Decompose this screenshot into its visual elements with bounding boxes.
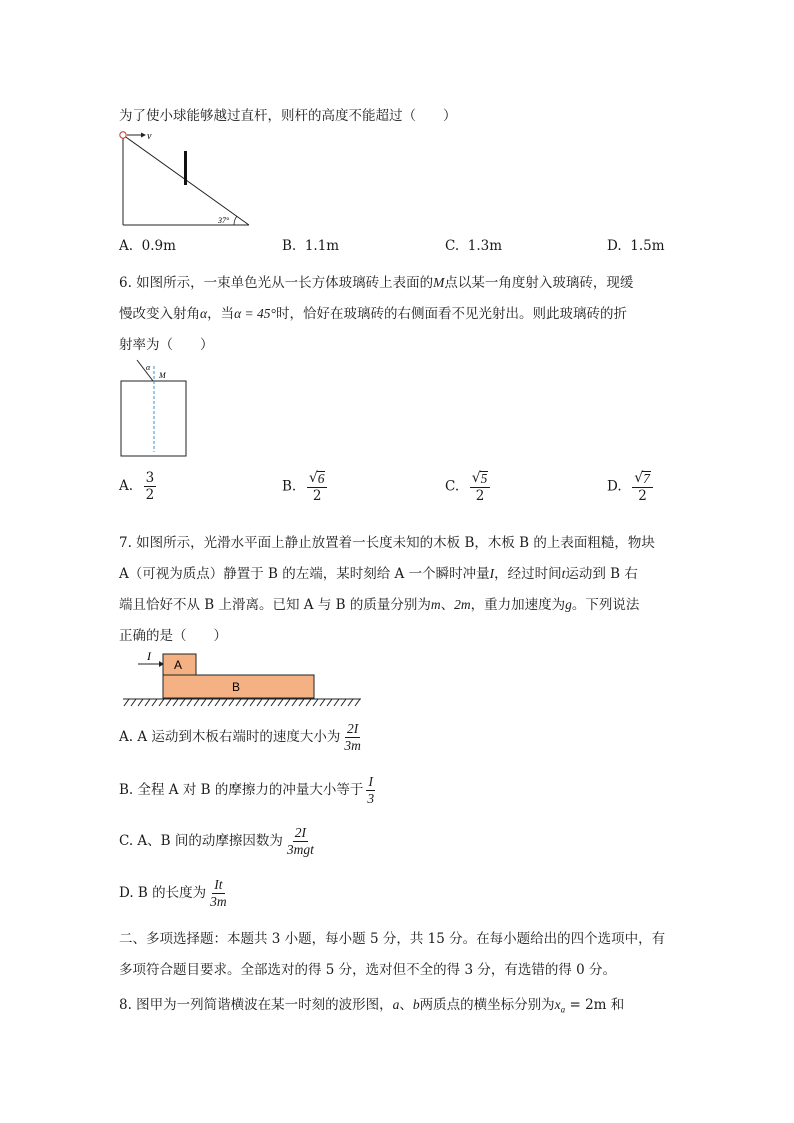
q6-option-a: A. $\frac{3}{2}$ xyxy=(119,470,155,504)
q7-option-b: B. 全程 A 对 B 的摩擦力的冲量大小等于 $\frac{I}{3}$ xyxy=(119,774,375,807)
velocity-label: v xyxy=(147,131,152,142)
ground-hatch xyxy=(124,699,360,706)
q6-option-d: D. √ 7 2 xyxy=(607,471,655,503)
q7-option-a: A. A 运动到木板右端时的速度大小为 $\frac{2I}{3m}$ xyxy=(119,721,361,754)
impulse-label: I xyxy=(147,649,151,663)
svg-text:B: B xyxy=(232,680,241,694)
q6-option-c: C. √ 5 2 xyxy=(445,471,492,503)
q6-line1: 6. 如图所示，一束单色光从一长方体玻璃砖上表面的M点以某一角度射入玻璃砖，现缓 xyxy=(119,275,634,291)
q7-line1: 7. 如图所示，光滑水平面上静止放置着一长度未知的木板 B，木板 B 的上表面粗糙，物块 xyxy=(119,535,655,551)
section2-line2: 多项符合题目要求。全部选对的得 5 分，选对但不全的得 3 分，有选错的得 0 分。 xyxy=(119,962,617,978)
point-m-label: M xyxy=(159,371,166,380)
alpha-label: α xyxy=(146,363,151,372)
angle-label: 37° xyxy=(218,216,230,225)
q7-option-c: C. A、B 间的动摩擦因数为 $\frac{2I}{\text{3mgt}}$ xyxy=(119,825,314,858)
q8-line1: 8. 图甲为一列简谐横波在某一时刻的波形图，a、b两质点的横坐标分别为$x_a = 2m$ 和 xyxy=(119,997,625,1015)
q6-glass-block-figure xyxy=(116,356,196,460)
q5-incline-figure xyxy=(116,128,256,230)
q5-stem: 为了使小球能够越过直杆，则杆的高度不能超过（ ） xyxy=(119,108,457,124)
q5-option-a: A. 0.9m xyxy=(119,238,176,254)
q7-option-d: D. B 的长度为 $\frac{It}{3m}$ xyxy=(119,877,227,910)
q5-option-c: C. 1.3m xyxy=(445,238,503,254)
svg-text:A: A xyxy=(174,658,183,672)
q7-line2: A（可视为质点）静置于 B 的左端，某时刻给 A 一个瞬时冲量I，经过时间t运动到 B 右 xyxy=(119,566,638,582)
q6-option-b: B. √ 6 2 xyxy=(282,471,329,503)
q7-line4: 正确的是（ ） xyxy=(119,628,227,644)
q7-blocks-figure xyxy=(118,648,368,710)
q7-line3: 端且恰好不从 B 上滑离。已知 A 与 B 的质量分别为m、2m，重力加速度为g。下列说法 xyxy=(119,597,640,613)
q5-option-d: D. 1.5m xyxy=(607,238,665,254)
vertical-rod xyxy=(184,151,187,185)
q5-option-b: B. 1.1m xyxy=(282,238,340,254)
q6-line2: 慢改变入射角α，当α = 45°时，恰好在玻璃砖的右侧面看不见光射出。则此玻璃砖的折 xyxy=(119,306,627,322)
section2-line1: 二、多项选择题：本题共 3 小题，每小题 5 分，共 15 分。在每小题给出的四个选项中，有 xyxy=(119,931,666,947)
q6-line3: 射率为（ ） xyxy=(119,337,214,353)
